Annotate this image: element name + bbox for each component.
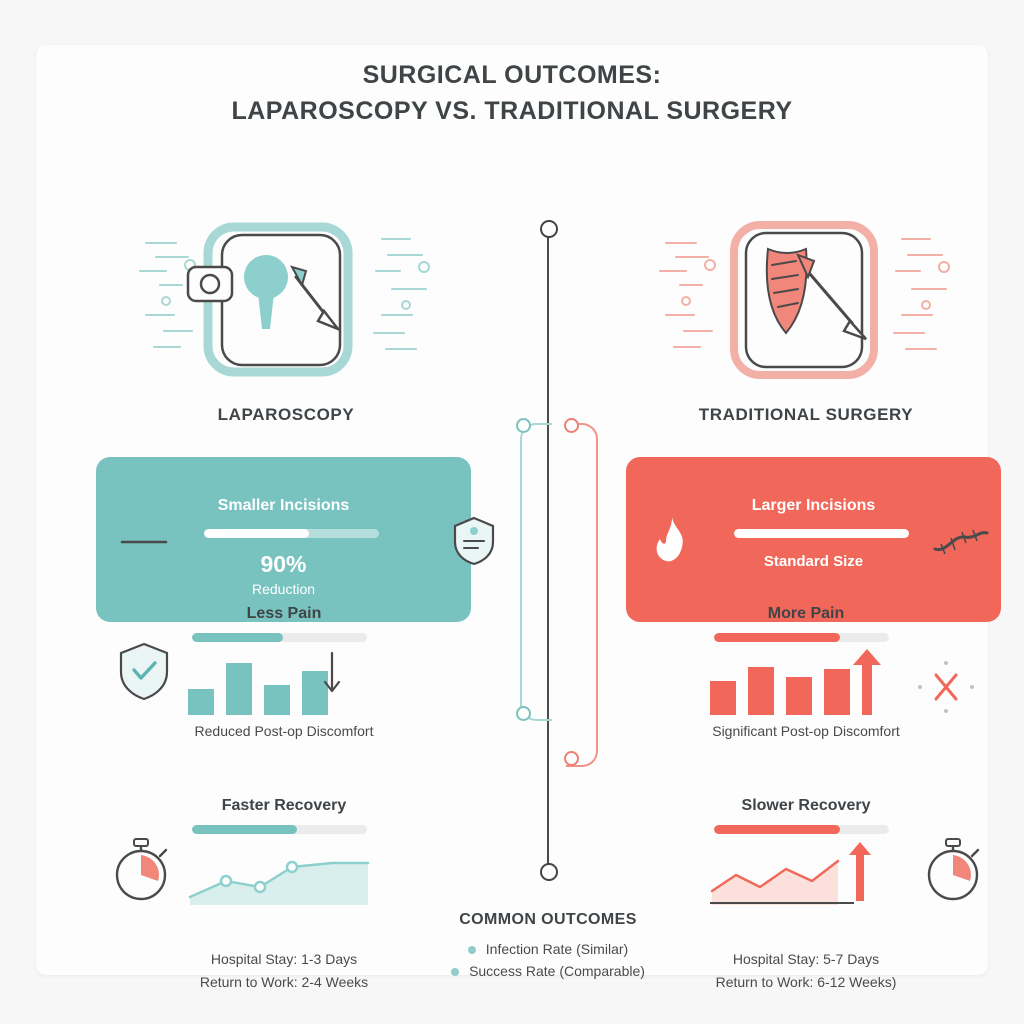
common-outcome-item [468, 941, 628, 957]
panel-stat-left: 90% [260, 551, 307, 577]
title-line-2: LAPAROSCOPY VS. TRADITIONAL SURGERY [231, 97, 793, 125]
panel-stat-caption-right: Standard Size [763, 553, 864, 570]
metric-caption: Reduced Post-op Discomfort [194, 723, 374, 739]
metric-bar-chart [182, 649, 382, 715]
panel-larger-incisions [626, 457, 1001, 622]
panel-bar-right [734, 529, 909, 538]
common-outcomes-title: COMMON OUTCOMES [459, 911, 637, 928]
left-connector-node-top [516, 418, 531, 433]
divider-bottom-node [540, 863, 558, 881]
metric-line-chart [182, 841, 382, 907]
metric-title: Less Pain [246, 605, 322, 622]
common-outcome-item [451, 963, 645, 979]
left-connector-node-bottom [516, 706, 531, 721]
right-connector-curve [566, 423, 598, 767]
divider-top-node [540, 220, 558, 238]
metric-bar [714, 825, 889, 834]
laparoscopy-illustration [136, 205, 436, 390]
page-title [36, 57, 988, 129]
metric-title: Faster Recovery [221, 797, 347, 814]
left-footer-line-2: Return to Work: 2-4 Weeks [199, 974, 369, 990]
right-footer-line-1: Hospital Stay: 5-7 Days [732, 951, 880, 967]
metric-bar-chart [704, 649, 904, 715]
metric-line-chart [704, 841, 904, 907]
title-line-1: SURGICAL OUTCOMES: [362, 61, 662, 89]
panel-title-left: Smaller Incisions [217, 497, 350, 514]
x-cross-icon [914, 657, 978, 717]
traditional-surgery-illustration [656, 205, 956, 390]
column-label-traditional: TRADITIONAL SURGERY [698, 405, 914, 424]
dash-line-icon [118, 535, 170, 549]
panel-stat-caption-left: Reduction [251, 581, 316, 597]
common-outcome-label: Infection Rate (Similar) [485, 941, 629, 957]
infographic-card [36, 45, 988, 990]
column-label-laparoscopy: LAPAROSCOPY [217, 405, 355, 424]
common-outcomes [398, 911, 698, 985]
left-connector-curve [520, 423, 552, 721]
metric-caption: Significant Post-op Discomfort [712, 723, 900, 739]
right-connector-node-bottom [564, 751, 579, 766]
bullet-dot-icon [468, 946, 476, 954]
panel-title-right: Larger Incisions [751, 497, 876, 514]
clock-icon [920, 837, 986, 903]
bullet-dot-icon [451, 968, 459, 976]
right-footer-line-2: Return to Work: 6-12 Weeks) [715, 974, 897, 990]
metric-bar [714, 633, 889, 642]
stopwatch-icon [108, 837, 174, 903]
metric-title: Slower Recovery [741, 797, 871, 814]
scar-stitch-icon [931, 527, 991, 557]
left-footer-line-1: Hospital Stay: 1-3 Days [210, 951, 358, 967]
shield-check-icon [116, 641, 172, 703]
shield-check-icon [451, 515, 497, 567]
panel-bar-left [204, 529, 379, 538]
flame-icon [648, 515, 694, 567]
panel-smaller-incisions [96, 457, 471, 622]
common-outcome-label: Success Rate (Comparable) [469, 963, 645, 979]
metric-bar [192, 825, 367, 834]
metric-bar [192, 633, 367, 642]
right-connector-node-top [564, 418, 579, 433]
metric-title: More Pain [767, 605, 845, 622]
